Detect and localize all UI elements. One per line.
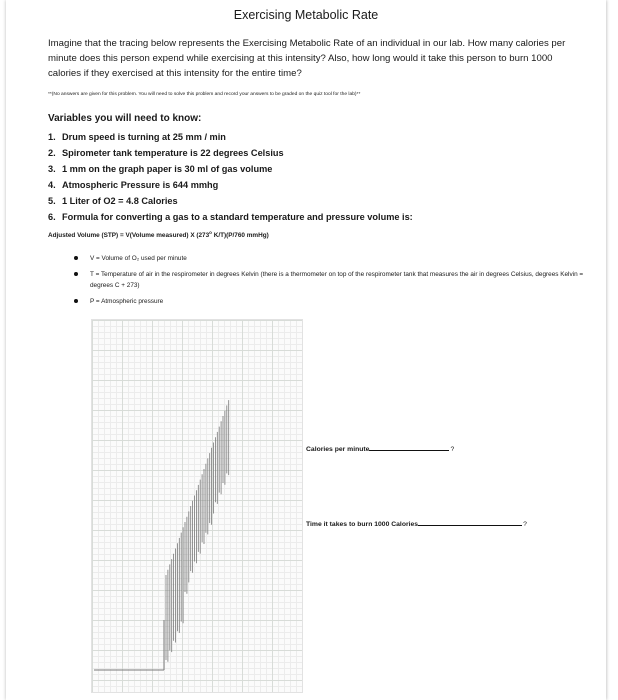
time-label: Time it takes to burn 1000 Calories <box>306 521 419 528</box>
definition-item <box>74 296 584 307</box>
calories-per-minute-prompt <box>306 446 454 453</box>
definition-item <box>74 269 584 291</box>
spirometer-tracing <box>91 319 303 693</box>
variable-text: Spirometer tank temperature is 22 degrees Celsius <box>62 148 284 158</box>
bullet-icon <box>74 256 78 260</box>
time-blank <box>418 525 522 526</box>
definition-text: T = Temperature of air in the respirometer in degrees Kelvin (there is a thermometer on top of the respirometer tank that measures the air in degrees Celsius, degrees Kelvin = degrees C + 273) <box>90 271 584 289</box>
definition-text: P = Atmospheric pressure <box>90 298 164 305</box>
variable-number: 3. <box>48 164 56 174</box>
variable-item <box>48 129 588 145</box>
variable-text: 1 Liter of O2 = 4.8 Calories <box>62 196 178 206</box>
grading-note: **(No answers are given for this problem. You will need to solve this problem and record your answers to be graded on the quiz tool for the lab)** <box>48 92 361 97</box>
variable-text: Formula for converting a gas to a standard temperature and pressure volume is: <box>62 212 413 222</box>
variable-item <box>48 177 588 193</box>
problem-intro: Imagine that the tracing below represents the Exercising Metabolic Rate of an individual in our lab. How many calories per minute does this person expend while exercising at this intensity? Also, how long would it take this person to burn 1000 calories if they exercised at this intensity for the entire time? <box>48 38 566 79</box>
formula-degree: o <box>209 230 212 235</box>
variable-number: 1. <box>48 132 56 142</box>
variables-list <box>48 129 588 225</box>
page-title: Exercising Metabolic Rate <box>233 8 379 22</box>
formula-definitions <box>74 253 584 312</box>
variable-number: 6. <box>48 212 56 222</box>
worksheet-page <box>6 0 606 700</box>
variable-text: Drum speed is turning at 25 mm / min <box>62 132 226 142</box>
bullet-icon <box>74 272 78 276</box>
variable-text: 1 mm on the graph paper is 30 ml of gas volume <box>62 164 273 174</box>
formula-prefix: Adjusted Volume (STP) = V(Volume measured) X (273 <box>48 232 210 240</box>
definition-text: V = Volume of O₂ used per minute <box>90 255 187 262</box>
variable-item <box>48 193 588 209</box>
tracing-lines <box>92 320 302 692</box>
stp-formula <box>48 230 269 239</box>
variable-item <box>48 161 588 177</box>
variable-number: 4. <box>48 180 56 190</box>
bullet-icon <box>74 299 78 303</box>
variable-text: Atmospheric Pressure is 644 mmhg <box>62 180 219 190</box>
time-to-burn-prompt <box>306 521 527 528</box>
formula-suffix: K/T)(P/760 mmHg) <box>211 232 269 240</box>
calories-label: Calories per minute <box>306 446 370 453</box>
time-question-mark: ? <box>523 521 527 528</box>
variable-number: 5. <box>48 196 56 206</box>
variables-heading: Variables you will need to know: <box>48 113 202 124</box>
variable-item <box>48 145 588 161</box>
calories-question-mark: ? <box>450 446 455 453</box>
variable-item <box>48 209 588 225</box>
calories-blank <box>369 450 449 451</box>
variable-number: 2. <box>48 148 56 158</box>
definition-item <box>74 253 584 264</box>
